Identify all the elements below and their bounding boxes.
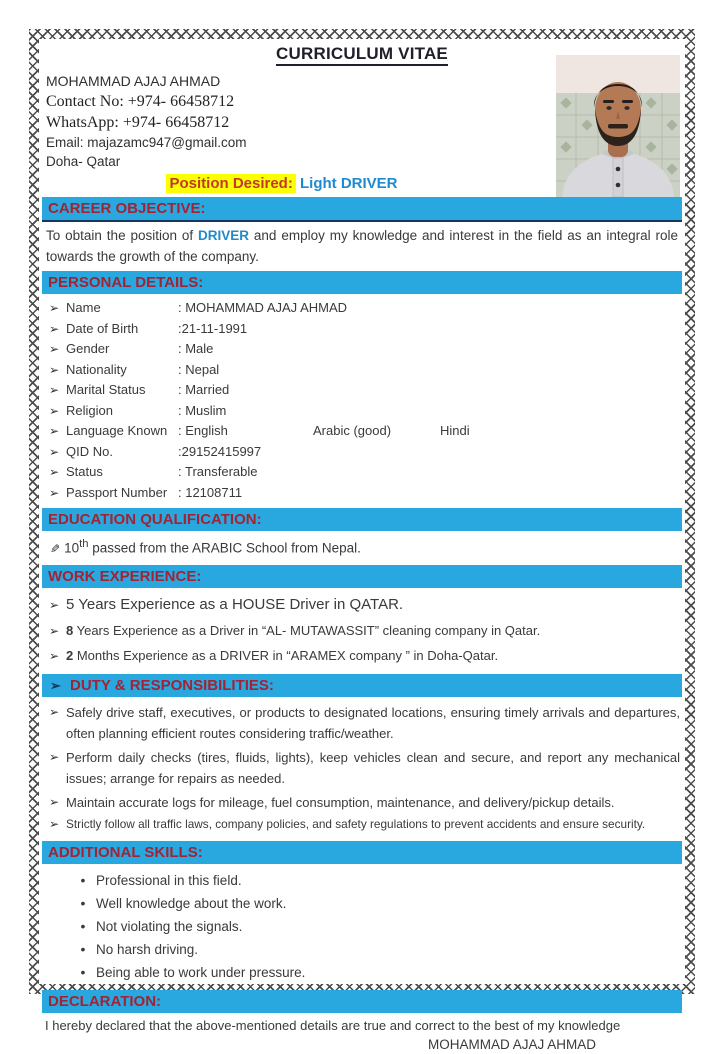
personal-detail-row: ➢ Gender : Male: [42, 339, 682, 360]
arrow-bullet-icon: ➢: [49, 794, 60, 809]
skill-item: • Professional in this field.: [42, 869, 682, 892]
arrow-bullet-icon: ➢: [50, 677, 61, 693]
personal-detail-row-languages: ➢ Language Known : English Arabic (good) Hindi: [42, 421, 682, 442]
duty-item: ➢ Maintain accurate logs for mileage, fuel consumption, maintenance, and delivery/pickup details.: [42, 792, 682, 814]
signature-name: MOHAMMAD AJAJ AHMAD: [427, 1037, 596, 1052]
skill-item: • Well knowledge about the work.: [42, 892, 682, 915]
personal-details-list: [42, 294, 682, 505]
arrow-bullet-icon: ➢: [49, 749, 60, 764]
arrow-bullet-icon: ➢: [49, 424, 60, 438]
personal-detail-row: ➢ Date of Birth :21-11-1991: [42, 319, 682, 340]
ordinal-suffix: th: [79, 538, 89, 550]
cv-page: [39, 39, 685, 1052]
section-heading-career-objective: CAREER OBJECTIVE:: [42, 197, 682, 222]
duty-item: ➢ Strictly follow all traffic laws, company policies, and safety regulations to prevent accidents and ensure security.: [42, 815, 682, 834]
arrow-bullet-icon: ➢: [49, 597, 60, 612]
personal-detail-row: ➢ Status : Transferable: [42, 462, 682, 483]
personal-detail-row: ➢ Religion : Muslim: [42, 401, 682, 422]
dot-bullet-icon: •: [80, 941, 86, 957]
position-desired-value: Light DRIVER: [295, 175, 398, 192]
location-text: Doha- Qatar: [46, 154, 121, 169]
arrow-bullet-icon: ➢: [49, 342, 60, 356]
pencil-bullet-icon: ✎: [50, 541, 61, 556]
section-heading-declaration: DECLARATION:: [42, 990, 682, 1013]
contact-number: Contact No: +974- 66458712: [46, 93, 235, 110]
candidate-name: MOHAMMAD AJAJ AHMAD: [46, 73, 221, 89]
work-experience-list: [42, 595, 682, 671]
personal-detail-row: ➢ Marital Status : Married: [42, 380, 682, 401]
section-heading-personal-details: PERSONAL DETAILS:: [42, 271, 682, 294]
position-desired-label: Position Desired:: [166, 174, 295, 193]
duties-list: [42, 697, 682, 839]
portrait-photo-illustration: [556, 55, 680, 197]
section-heading-duties: ➢ DUTY & RESPONSIBILITIES:: [42, 674, 682, 697]
dot-bullet-icon: •: [80, 964, 86, 980]
arrow-bullet-icon: ➢: [49, 301, 60, 315]
arrow-bullet-icon: ➢: [49, 383, 60, 397]
section-heading-additional-skills: ADDITIONAL SKILLS:: [42, 841, 682, 864]
arrow-bullet-icon: ➢: [49, 362, 60, 377]
work-experience-item: ➢ 5 Years Experience as a HOUSE Driver in QATAR.: [42, 595, 682, 615]
arrow-bullet-icon: ➢: [49, 817, 60, 831]
skill-item: • No harsh driving.: [42, 938, 682, 961]
arrow-bullet-icon: ➢: [49, 485, 60, 500]
arrow-bullet-icon: ➢: [49, 648, 60, 663]
email-address: Email: majazamc947@gmail.com: [46, 135, 247, 150]
arrow-bullet-icon: ➢: [49, 704, 60, 719]
declaration-text: I hereby declared that the above-mentioned details are true and correct to the best of my knowledge: [45, 1018, 621, 1033]
arrow-bullet-icon: ➢: [49, 403, 60, 418]
skills-list: [42, 864, 682, 987]
personal-detail-row: ➢ Passport Number : 12108711: [42, 483, 682, 504]
education-item: ✎ 10th passed from the ARABIC School from Nepal.: [42, 531, 682, 562]
language-arabic: Arabic (good): [313, 423, 392, 438]
dot-bullet-icon: •: [80, 872, 86, 888]
personal-detail-row: ➢ Name : MOHAMMAD AJAJ AHMAD: [42, 298, 682, 319]
contact-header: [42, 71, 682, 171]
objective-text-after: and employ my knowledge and interest in the field as an integral role towards the growth of the company.: [46, 228, 678, 264]
personal-detail-row: ➢ QID No. :29152415997: [42, 442, 682, 463]
page-title: CURRICULUM VITAE: [42, 44, 682, 64]
arrow-bullet-icon: ➢: [49, 321, 60, 336]
portrait-photo: [556, 55, 680, 197]
work-experience-item: ➢ 8 Years Experience as a Driver in “AL- MUTAWASSIT” cleaning company in Qatar.: [42, 622, 682, 640]
personal-detail-row: ➢ Nationality : Nepal: [42, 360, 682, 381]
skill-item: • Not violating the signals.: [42, 915, 682, 938]
objective-text-before: To obtain the position of: [46, 228, 199, 243]
career-objective-text: [42, 222, 682, 268]
duty-item: ➢ Safely drive staff, executives, or products to designated locations, ensuring timely arrivals and departures, often planning efficient routes considering traffic/weather.: [42, 702, 682, 745]
section-heading-education: EDUCATION QUALIFICATION:: [42, 508, 682, 531]
arrow-bullet-icon: ➢: [49, 623, 60, 638]
language-hindi: Hindi: [440, 423, 470, 438]
dot-bullet-icon: •: [80, 895, 86, 911]
arrow-bullet-icon: ➢: [49, 444, 60, 459]
objective-highlight-word: DRIVER: [198, 228, 250, 243]
whatsapp-number: WhatsApp: +974- 66458712: [46, 114, 230, 131]
work-experience-item: ➢ 2 Months Experience as a DRIVER in “ARAMEX company ” in Doha-Qatar.: [42, 647, 682, 665]
dot-bullet-icon: •: [80, 918, 86, 934]
skill-item: • Being able to work under pressure.: [42, 961, 682, 984]
arrow-bullet-icon: ➢: [49, 465, 60, 479]
decorative-page-border: [29, 29, 695, 1052]
duty-item: ➢ Perform daily checks (tires, fluids, lights), keep vehicles clean and secure, and report any mechanical issues; arrange for repairs as needed.: [42, 747, 682, 790]
section-heading-work-experience: WORK EXPERIENCE:: [42, 565, 682, 588]
